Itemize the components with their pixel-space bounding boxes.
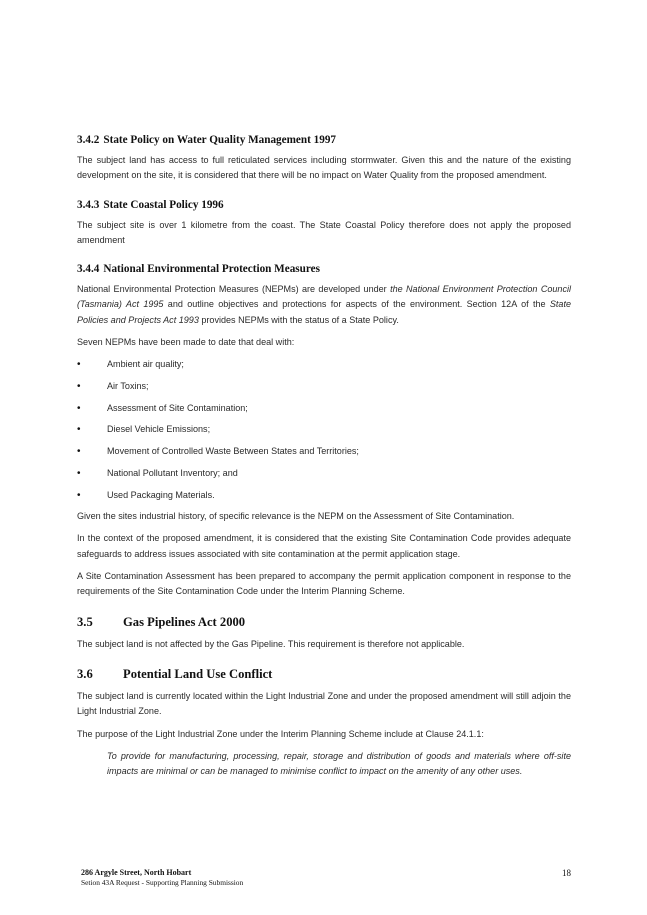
list-item [77,422,571,437]
list-item [77,444,571,459]
act-title: the National Environment Protection Council (Tasmania) Act 1995 [77,284,571,310]
section-heading-3-6 [77,666,571,682]
page-footer [81,868,571,888]
paragraph: The subject site is over 1 kilometre from the coast. The State Coastal Policy therefore does not apply the proposed amendment [77,219,571,245]
bullet-icon: • [77,381,81,393]
list-item-text: National Pollutant Inventory; and [107,467,238,478]
bullet-icon: • [77,424,81,436]
section-number: 3.4.3 [77,198,100,211]
document-body [77,133,571,780]
list-item-text: Diesel Vehicle Emissions; [107,424,211,435]
section-number: 3.4.4 [77,263,100,276]
bullet-icon: • [77,489,81,501]
section-number: 3.5 [77,614,93,629]
paragraph: The subject land is currently located within the Light Industrial Zone and under the proposed amendment will still adjoin the Light Industrial Zone. [77,690,571,717]
section-title: State Policy on Water Quality Management 1997 [103,134,337,146]
section-heading-3-5 [77,614,571,630]
list-item-text: Used Packaging Materials. [107,489,215,500]
paragraph: The subject land has access to full reticulated services including stormwater. Given this and the nature of the existing development on the site, it is considered that there will be no impact on Water Quality from the proposed amendment. [77,155,571,181]
nepm-list [77,357,571,502]
paragraph: The purpose of the Light Industrial Zone under the Interim Planning Scheme include at Clause 24.1.1: [77,728,484,739]
text-run: National Environmental Protection Measures (NEPMs) are developed under [77,284,391,295]
paragraph: A Site Contamination Assessment has been prepared to accompany the permit application component in response to the requirements of the Site Contamination Code under the Interim Planning Scheme. [77,571,571,597]
footer-address: 286 Argyle Street, North Hobart [81,868,192,877]
paragraph: In the context of the proposed amendment, it is considered that the existing Site Contamination Code provides adequate safeguards to address issues associated with site contamination at the permit application stage. [77,533,571,559]
list-item [77,466,571,481]
text-run: and outline objectives and protections for aspects of the environment. Section 12A of the [163,299,550,310]
act-title: State Policies and Projects Act 1993 [77,299,571,325]
section-title: Gas Pipelines Act 2000 [123,614,246,629]
bullet-icon: • [77,359,81,371]
list-item-text: Ambient air quality; [107,359,184,370]
bullet-icon: • [77,446,81,458]
section-heading-3-4-3 [77,198,571,212]
list-item [77,379,571,394]
paragraph: Given the sites industrial history, of specific relevance is the NEPM on the Assessment of Site Contamination. [77,511,515,522]
clause-quote: To provide for manufacturing, processing, repair, storage and distribution of goods and materials where off-site impacts are minimal or can be managed to minimise conflict to impact on the amenity of any other uses. [107,750,571,777]
list-item [77,488,571,503]
list-item [77,357,571,372]
section-heading-3-4-2 [77,133,571,147]
section-title: Potential Land Use Conflict [123,666,273,681]
section-title: State Coastal Policy 1996 [103,198,224,211]
section-title: National Environmental Protection Measures [103,263,320,276]
footer-subtitle: Setion 43A Request - Supporting Planning Submission [81,878,244,887]
bullet-icon: • [77,467,81,479]
list-item-text: Movement of Controlled Waste Between States and Territories; [107,446,359,457]
page-number: 18 [562,868,571,878]
list-item [77,401,571,416]
section-heading-3-4-4 [77,262,571,276]
text-run: provides NEPMs with the status of a State Policy. [198,314,399,325]
paragraph: Seven NEPMs have been made to date that deal with: [77,337,295,348]
bullet-icon: • [77,402,81,414]
section-number: 3.6 [77,666,93,681]
list-item-text: Air Toxins; [107,381,149,392]
paragraph-nepm-intro [77,282,571,328]
paragraph: The subject land is not affected by the Gas Pipeline. This requirement is therefore not applicable. [77,638,465,649]
section-number: 3.4.2 [77,134,100,146]
list-item-text: Assessment of Site Contamination; [107,402,248,413]
